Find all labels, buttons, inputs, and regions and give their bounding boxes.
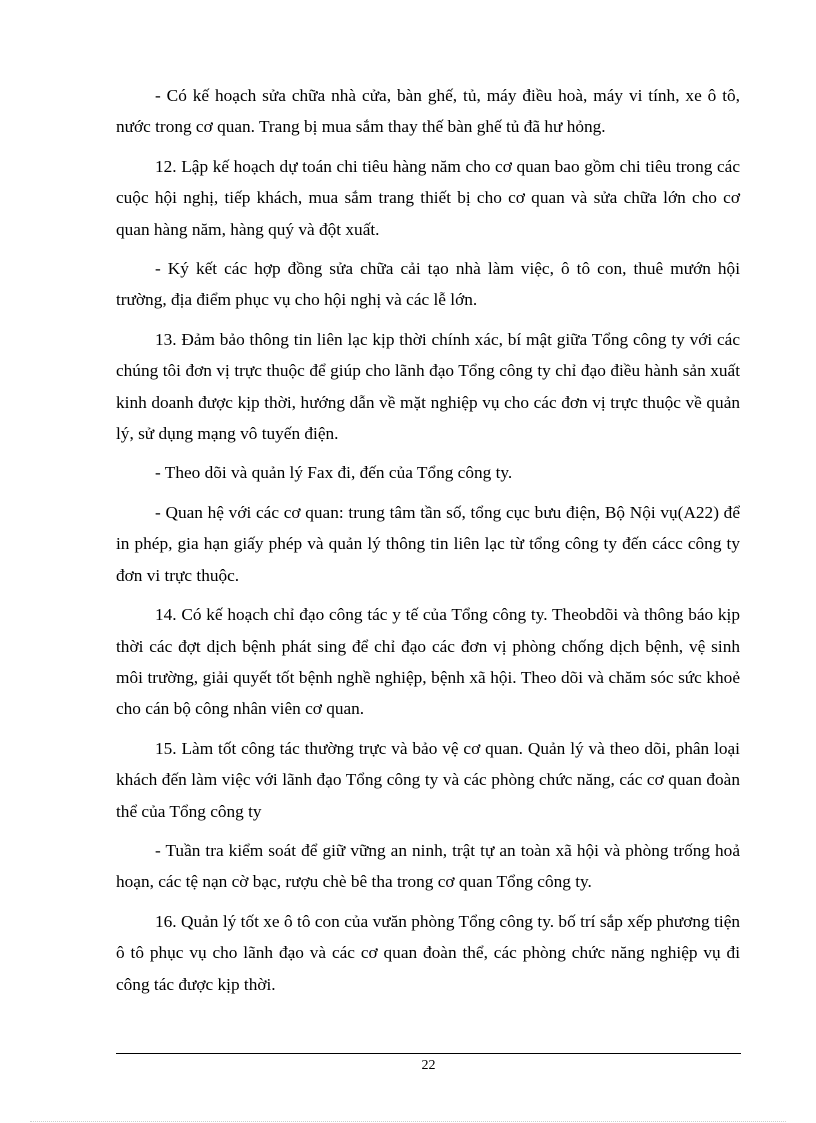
paragraph-item-16: 16. Quản lý tốt xe ô tô con của vưăn phòng Tổng công ty. bố trí sắp xếp phương tiện ô tô phục vụ cho lãnh đạo và các cơ quan đoàn thể, các phòng chức năng nghiệp vụ đi công tác được kịp thời.	[116, 911, 740, 994]
paragraph-contracts: - Ký kết các hợp đồng sửa chữa cải tạo nhà làm việc, ô tô con, thuê mướn hội trường, địa điểm phục vụ cho hội nghị và các lễ lớn.	[116, 259, 740, 310]
paragraph-fax: - Theo dõi và quản lý Fax đi, đến của Tổng công ty.	[155, 463, 513, 483]
footer-divider	[116, 1053, 741, 1054]
page-bottom-edge	[30, 1121, 786, 1122]
paragraph-patrol: - Tuần tra kiểm soát để giữ vững an ninh, trật tự an toàn xã hội và phòng trống hoả hoạn, các tệ nạn cờ bạc, rượu chè bê tha trong cơ quan Tổng công ty.	[116, 840, 740, 892]
paragraph-repair-plan: - Có kế hoạch sửa chữa nhà cửa, bàn ghế, tủ, máy điều hoà, máy vi tính, xe ô tô, nước trong cơ quan. Trang bị mua sắm thay thế bàn ghế tủ đã hư hỏng.	[116, 86, 740, 137]
paragraph-item-14: 14. Có kế hoạch chỉ đạo công tác y tế của Tổng công ty. Theobdõi và thông báo kịp thời các đợt dịch bệnh phát sing để chỉ đạo các đơn vị phòng chống dịch bệnh, vệ sinh môi trường, giải quyết tốt bệnh nghề nghiệp, bệnh xã hội. Theo dõi và chăm sóc sức khoẻ cho cán bộ công nhân viên cơ quan.	[116, 605, 740, 719]
paragraph-item-12: 12. Lập kế hoạch dự toán chi tiêu hàng năm cho cơ quan bao gồm chi tiêu trong các cuộc hội nghị, tiếp khách, mua sắm trang thiết bị cho cơ quan và sửa chữa lớn cho cơ quan hàng năm, hàng quý và đột xuất.	[116, 156, 740, 239]
paragraph-item-15: 15. Làm tốt công tác thường trực và bảo vệ cơ quan. Quản lý và theo dõi, phân loại khách đến làm việc với lãnh đạo Tổng công ty và các phòng chức năng, các cơ quan đoàn thể của Tổng công ty	[116, 738, 740, 821]
page-body	[116, 80, 740, 1008]
page-number: 22	[421, 1058, 436, 1073]
paragraph-agency-relations: - Quan hệ với các cơ quan: trung tâm tần số, tổng cục bưu điện, Bộ Nội vụ(A22) để in phép, gia hạn giấy phép và quản lý thông tin liên lạc từ tổng công ty đến cácc công ty đơn vi trực thuộc.	[116, 502, 740, 585]
paragraph-item-13: 13. Đảm bảo thông tin liên lạc kịp thời chính xác, bí mật giữa Tổng công ty với các chúng tôi đơn vị trực thuộc để giúp cho lãnh đạo Tổng công ty chỉ đạo điều hành sản xuất kinh doanh được kịp thời, hướng dẫn về mặt nghiệp vụ cho các đơn vị trực thuộc về quản lý, sử dụng mạng vô tuyến điện.	[116, 329, 740, 444]
